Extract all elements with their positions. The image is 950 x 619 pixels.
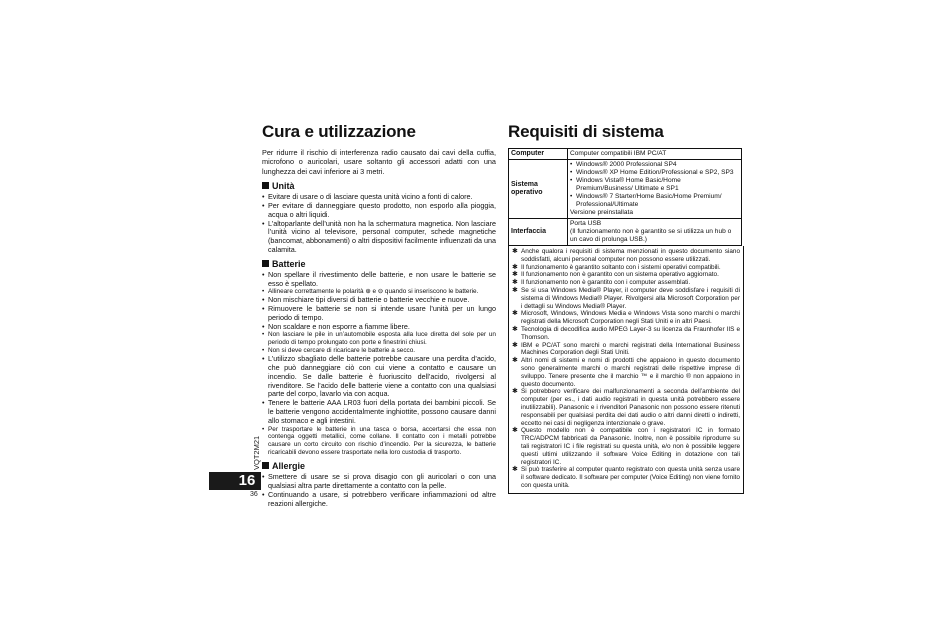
list-item: • L’altoparlante dell’unità non ha la schermatura magnetica. Non lasciare l’unità vicino al televisore, personal computer, schede magnetiche (bancomat, abbonamenti) o altri dispositivi facilmente influenzati da una calamita.: [262, 220, 496, 255]
unita-heading: Unità: [262, 181, 496, 192]
asterisk-icon: ✱: [512, 248, 518, 255]
allergie-heading: Allergie: [262, 461, 496, 472]
note-item: ✱ Microsoft, Windows, Windows Media e Windows Vista sono marchi o marchi registrati della Microsoft Corporation negli Stati Uniti e in altri Paesi.: [512, 310, 740, 326]
os-label: Sistema operativo: [509, 160, 568, 219]
os-value: [568, 160, 742, 219]
asterisk-icon: ✱: [512, 279, 518, 287]
list-item: • Non si deve cercare di ricaricare le batterie a secco.: [262, 347, 496, 355]
care-section: [262, 122, 496, 508]
list-item: • Non spellare il rivestimento delle batterie, e non usare le batterie se esso è spellato.: [262, 271, 496, 289]
os-item: • Windows® 7 Starter/Home Basic/Home Premium/ Professional/Ultimate: [570, 193, 739, 209]
asterisk-icon: ✱: [512, 357, 518, 365]
os-note: Versione preinstallata: [570, 209, 634, 216]
square-bullet-icon: [262, 462, 269, 469]
asterisk-icon: ✱: [512, 427, 518, 435]
os-item: • Windows Vista® Home Basic/Home Premium/Business/ Ultimate e SP1: [570, 177, 739, 193]
interface-line: (Il funzionamento non è garantito se si utilizza un hub o un cavo di prolunga USB.): [570, 228, 732, 243]
note-item: ✱ Altri nomi di sistemi e nomi di prodotti che appaiono in questo documento sono generalmente marchi o marchi registrati delle rispettive imprese di sviluppo. Tenere presente che il marchio ™ e il marchio ® non appaiono in questo documento.: [512, 357, 740, 388]
note-item: ✱ Si potrebbero verificare dei malfunzionamenti a seconda dell’ambiente del computer (per es., i dati audio registrati in questa unità potrebbero essere inutilizzabili). Panasonic e i rivenditori Panasonic non possono essere ritenuti responsabili per qualsiasi perdita dei dati audio o altri danni diretti o indiretti, eccetto nei casi di negligenza intenzionale o grave.: [512, 388, 740, 427]
asterisk-icon: ✱: [512, 310, 518, 318]
asterisk-icon: ✱: [512, 286, 518, 294]
asterisk-icon: ✱: [512, 271, 518, 279]
requirements-table: [508, 148, 742, 246]
batterie-heading: Batterie: [262, 259, 496, 270]
os-list: [570, 161, 739, 209]
requirements-title: Requisiti di sistema: [508, 122, 664, 141]
list-item: • Per trasportare le batterie in una tasca o borsa, accertarsi che essa non contenga oggetti metallici, come collane. Il contatto con i metalli potrebbe causare un corto circuito con rischio d’incendio. Per la sicurezza, le batterie ricaricabili devono essere trasportate nella loro custodia di trasporto.: [262, 426, 496, 458]
requirements-section: [508, 122, 742, 494]
list-item: • Rimuovere le batterie se non si intende usare l’unità per un lungo periodo di tempo.: [262, 305, 496, 323]
square-bullet-icon: [262, 260, 269, 267]
page-number: 16: [233, 472, 261, 490]
note-item: ✱ Tecnologia di decodifica audio MPEG Layer-3 su licenza da Fraunhofer IIS e Thomson.: [512, 325, 740, 341]
asterisk-icon: ✱: [512, 263, 518, 271]
asterisk-icon: ✱: [512, 388, 518, 396]
list-item: • Smettere di usare se si prova disagio con gli auricolari o con una qualsiasi altra parte direttamente a contatto con la pelle.: [262, 473, 496, 491]
note-item: ✱ Il funzionamento non è garantito con i computer assemblati.: [512, 279, 691, 287]
list-item: • Tenere le batterie AAA LR03 fuori della portata dei bambini piccoli. Se le batterie vengono accidentalmente inghiottite, possono causare danni allo stomaco e agli intestini.: [262, 399, 496, 425]
list-item: • Allineare correttamente le polarità ⊕ e ⊖ quando si inseriscono le batterie.: [262, 288, 496, 296]
unita-list: [262, 193, 496, 255]
list-item: • Non scaldare e non esporre a fiamme libere.: [262, 323, 496, 332]
note-item: ✱ Questo modello non è compatibile con i registratori IC in formato TRC/ADPCM fabbricati da Panasonic. Inoltre, non è possibile riprodurre su tali registratori IC i file registrati su questa unità, e/o non è possibile leggere questi ultimi utilizzando il software Voice Editing in dotazione con tali registratori IC.: [512, 427, 740, 466]
note-item: ✱ Anche qualora i requisiti di sistema menzionati in questo documento siano soddisfatti, alcuni personal computer non possono essere utilizzati.: [512, 248, 740, 263]
asterisk-icon: ✱: [512, 325, 518, 333]
table-row: [509, 149, 742, 160]
interface-label: Interfaccia: [509, 219, 568, 246]
computer-label: Computer: [509, 149, 568, 160]
list-item: • Non mischiare tipi diversi di batterie o batterie vecchie e nuove.: [262, 296, 496, 305]
list-item: • Continuando a usare, si potrebbero verificare infiammazioni od altre reazioni allergiche.: [262, 491, 496, 509]
note-item: ✱ Il funzionamento è garantito soltanto con i sistemi operativi compatibili.: [512, 263, 721, 271]
care-intro: Per ridurre il rischio di interferenza radio causato dai cavi della cuffia, microfono o auricolari, usare soltanto gli accessori adatti con una lunghezza dei cavi inferiore ai 3 metri.: [262, 148, 496, 176]
document-code: VQT2M21: [252, 435, 261, 470]
note-item: ✱ IBM e PC/AT sono marchi o marchi registrati della International Business Machines Corporation degli Stati Uniti.: [512, 341, 740, 357]
interface-line: Porta USB: [570, 220, 602, 227]
page-sub-number: 36: [250, 491, 258, 498]
list-item: • Per evitare di danneggiare questo prodotto, non esporlo alla pioggia, acqua o altri liquidi.: [262, 202, 496, 220]
interface-value: [568, 219, 742, 246]
notes-box: [508, 246, 744, 494]
asterisk-icon: ✱: [512, 341, 518, 349]
square-bullet-icon: [262, 182, 269, 189]
list-item: • L’utilizzo sbagliato delle batterie potrebbe causare una perdita d’acido, che può danneggiare ciò con cui viene a contatto e causare un incendio. Se dalle batterie è fuoriuscito dell’acido, rivolgersi al rivenditore. Se l’acido delle batterie viene a contatto con una qualsiasi parte del corpo, lavarlo via con acqua.: [262, 355, 496, 399]
batterie-list: [262, 271, 496, 457]
note-item: ✱ Se si usa Windows Media® Player, il computer deve soddisfare i requisiti di sistema di Windows Media® Player. Rivolgersi alla Microsoft Corporation per i dettagli su Windows Media® Player.: [512, 286, 740, 310]
table-row: [509, 160, 742, 219]
os-item: • Windows® XP Home Edition/Professional e SP2, SP3: [570, 169, 739, 177]
list-item: • Evitare di usare o di lasciare questa unità vicino a fonti di calore.: [262, 193, 496, 202]
asterisk-icon: ✱: [512, 466, 518, 474]
care-title: Cura e utilizzazione: [262, 122, 416, 141]
allergie-list: [262, 473, 496, 508]
note-item: ✱ Si può trasferire al computer quanto registrato con questa unità senza usare il software dedicato. Il software per computer (Voice Editing) non viene fornito con questa unità.: [512, 466, 740, 489]
table-row: [509, 219, 742, 246]
list-item: • Non lasciare le pile in un’automobile esposta alla luce diretta del sole per un periodo di tempo prolungato con porte e finestrini chiusi.: [262, 331, 496, 347]
computer-value: Computer compatibili IBM PC/AT: [568, 149, 742, 160]
os-item: • Windows® 2000 Professional SP4: [570, 161, 739, 169]
note-item: ✱ Il funzionamento non è garantito con un sistema operativo aggiornato.: [512, 271, 719, 279]
